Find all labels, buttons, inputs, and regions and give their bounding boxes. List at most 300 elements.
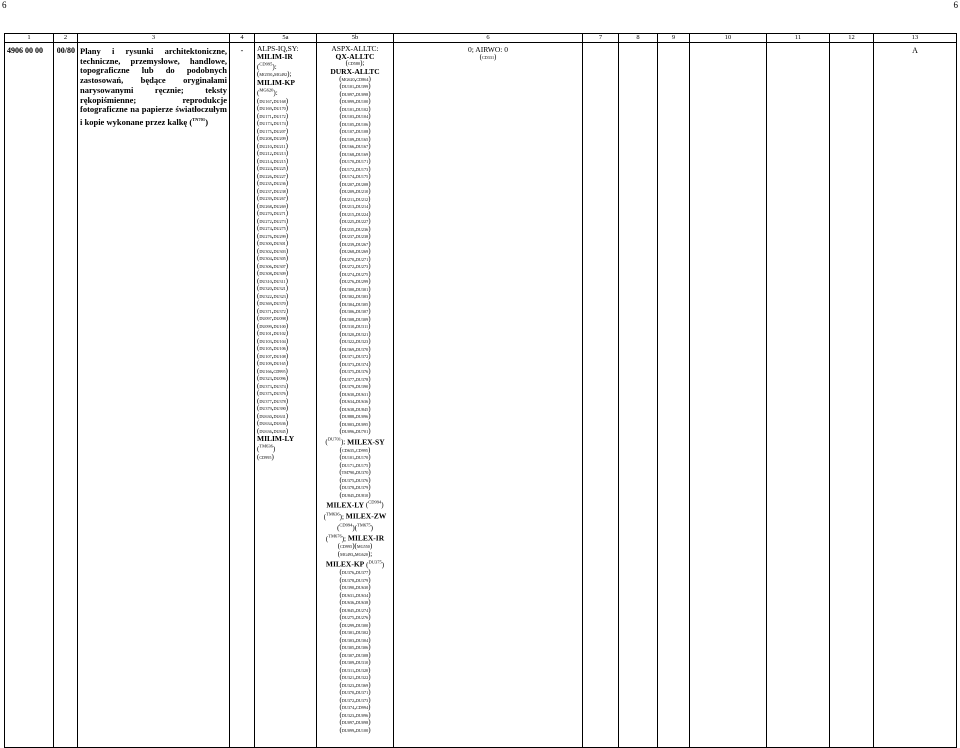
milex-zw-label: MILEX-ZW <box>345 511 387 521</box>
durx-code: DU305 <box>355 301 369 307</box>
durx-code: DU168 <box>341 151 355 157</box>
milex-sy-pair: (DU171,DU175) <box>339 460 371 469</box>
milim-kp-code: DU372 <box>273 308 286 314</box>
milim-ir-code-1: MG550 <box>259 72 273 78</box>
durx-pair: (DU638,DU845) <box>339 404 371 413</box>
durx-pair: (DU270,DU271) <box>339 254 371 263</box>
col-header-5a: 5a <box>255 34 317 43</box>
milim-kp-code: DU107 <box>259 353 272 359</box>
durx-code: DU636 <box>355 399 369 405</box>
durx-code: DU390 <box>355 384 369 390</box>
durx-code: DU107 <box>341 129 355 135</box>
milim-kp-code: DU236 <box>273 181 286 187</box>
milex-zw-ref-3: TM675 <box>357 522 371 528</box>
durx-code: DU208 <box>355 181 369 187</box>
milim-kp-code: DU373 <box>259 383 272 389</box>
milex-kp-code: DU301 <box>341 630 355 636</box>
durx-code: DU273 <box>355 264 369 270</box>
milex-kp-code: DU636 <box>341 600 355 606</box>
durx-code: DU169 <box>355 151 369 157</box>
col-header-10: 10 <box>690 34 767 43</box>
durx-code: DU003 <box>341 421 355 427</box>
durx-code: DU214 <box>355 204 369 210</box>
durx-pair: (DU103,DU104) <box>339 112 371 121</box>
milex-ir-label: MILEX-IR <box>347 533 385 543</box>
milex-kp-code: CD994 <box>355 705 369 711</box>
milim-kp-code: DU267 <box>273 196 286 202</box>
milim-kp-code: DU097 <box>259 316 272 322</box>
milim-kp-code: DU306 <box>259 263 272 269</box>
table-row <box>5 43 957 748</box>
milim-kp-pair: (DU175,DU207) <box>257 126 289 135</box>
durx-code: DU276 <box>341 279 355 285</box>
col9-cell <box>658 43 690 748</box>
milex-kp-code: DU096 <box>355 712 369 718</box>
milex-sy-code: DU175 <box>355 462 369 468</box>
milex-kp-pair: (DU323,DU096) <box>339 710 371 719</box>
milim-kp-code: DU268 <box>259 203 272 209</box>
milex-kp-pair: (DU323,DU369) <box>339 680 371 689</box>
durx-code: DU225 <box>341 219 355 225</box>
durx-code: DU237 <box>341 234 355 240</box>
milex-kp-code: DU322 <box>355 675 369 681</box>
milex-kp-code: DU302 <box>355 630 369 636</box>
durx-code: DU376 <box>355 369 369 375</box>
durx-pair: (DU320,DU321) <box>339 329 371 338</box>
milim-kp-code: DU303 <box>273 248 286 254</box>
durx-code: DU227 <box>355 219 369 225</box>
milex-kp-pair: (DU378,DU379) <box>339 575 371 584</box>
durx-code: DU211 <box>341 196 355 202</box>
milim-kp-pair: (DU226,DU227) <box>257 171 289 180</box>
milex-kp-pair: (DU390,DU630) <box>339 583 371 592</box>
durx-code: DU105 <box>341 121 355 127</box>
milex-sy-code: DU375 <box>341 477 355 483</box>
milim-kp-code: DU169 <box>259 106 272 112</box>
durx-code: DU302 <box>341 294 355 300</box>
milim-kp-code: DU100 <box>273 323 286 329</box>
milim-ir-codes: (MG550,MG492); <box>257 70 292 79</box>
milim-kp-code: DU323 <box>259 376 272 382</box>
description-ref: TN701 <box>192 116 206 122</box>
milim-kp-pair: (DU208,DU209) <box>257 134 289 143</box>
milim-kp-code: DU104 <box>273 338 286 344</box>
milex-ir-line: ($^{TM676}$); MILEX-IR <box>325 533 385 543</box>
milim-kp-code: DU370 <box>273 301 286 307</box>
durx-pair: (DU310,DU311) <box>339 322 371 331</box>
milim-kp-code: DU299 <box>273 233 286 239</box>
milim-kp-code-1: DU167 <box>259 98 272 104</box>
milim-kp-code: DU375 <box>259 391 272 397</box>
taric-subcode: 00/80 <box>54 43 78 748</box>
col-header-12: 12 <box>830 34 874 43</box>
durx-code: DU299 <box>355 279 369 285</box>
durx-code: DU374 <box>355 361 369 367</box>
milex-kp-pair: (DU376,DU377) <box>339 568 371 577</box>
durx-code: DU170 <box>341 159 355 165</box>
milex-sy-code: DU171 <box>341 462 355 468</box>
milex-kp-pair: (DU845,DU274) <box>339 605 371 614</box>
durx-pair: (DU272,DU273) <box>339 262 371 271</box>
durx-pair: (DU211,DU212) <box>339 194 371 203</box>
milex-kp-code: DU100 <box>355 727 369 733</box>
milim-kp-code: DU099 <box>259 323 272 329</box>
durx-code: DU888 <box>341 414 355 420</box>
milex-kp-code: DU630 <box>355 585 369 591</box>
durx-code: DU171 <box>355 159 369 165</box>
milim-kp-code: DU377 <box>259 398 272 404</box>
milim-kp-line: MILIM-KP ($^{MG620}$): <box>257 77 295 97</box>
durx-code: DU370 <box>355 346 369 352</box>
milim-kp-pair: (DU107,DU108) <box>257 351 289 360</box>
durx-code: DU631 <box>355 391 369 397</box>
durx-code: DU377 <box>341 376 355 382</box>
milex-sy-code: DU376 <box>355 477 369 483</box>
milex-ir-code-2: MG620 <box>354 551 368 557</box>
milim-kp-pair: (DU302,DU303) <box>257 246 289 255</box>
milex-ir-refs: (CD995)(MG550) <box>337 542 373 551</box>
durx-code: DU268 <box>341 249 355 255</box>
milim-kp-code: DU239 <box>259 196 272 202</box>
milex-kp-pair: (DU311,DU320) <box>339 665 371 674</box>
durx-code: DU309 <box>355 316 369 322</box>
col11-cell <box>767 43 830 748</box>
milim-ir-line: MILIM-IR ($^{CD995}$): <box>257 51 293 71</box>
durx-code: DU095 <box>355 421 369 427</box>
durx-pair: (DU174,DU175) <box>339 172 371 181</box>
milim-kp-pair: (DU276,DU299) <box>257 231 289 240</box>
durx-code: DU373 <box>341 361 355 367</box>
milex-kp-pair: (DU307,DU308) <box>339 650 371 659</box>
milim-kp-code: DU321 <box>273 286 286 292</box>
milim-kp-code: DU276 <box>259 233 272 239</box>
durx-pair: (DU101,DU399) <box>339 82 371 91</box>
milex-sy-line: ($^{DU701}$); MILEX-SY <box>325 436 385 446</box>
durx-pair: (DU634,DU636) <box>339 397 371 406</box>
description-cell <box>78 43 230 748</box>
milim-kp-code: DU227 <box>273 173 286 179</box>
durx-code: DU207 <box>341 181 355 187</box>
milex-sy-code: DU810 <box>355 492 369 498</box>
milim-kp-pair: (DU377,DU378) <box>257 396 289 405</box>
col5b-head: ASPX-ALLTC: <box>331 44 379 53</box>
durx-code: DU634 <box>341 399 355 405</box>
milim-kp-pair: (DU274,DU275) <box>257 224 289 233</box>
durx-pair: (DU096,DU701) <box>339 427 371 436</box>
milex-kp-code: DU376 <box>341 570 355 576</box>
durx-code: DU097 <box>341 91 355 97</box>
milex-sy-pair: (DU101,DU170) <box>339 453 371 462</box>
milex-sy-pair: (DU375,DU376) <box>339 475 371 484</box>
durx-code: DU304 <box>341 301 355 307</box>
milim-kp-pair: (DU379,DU390) <box>257 404 289 413</box>
durx-pair: (DU099,DU100) <box>339 97 371 106</box>
milex-kp-pair: (DU309,DU310) <box>339 658 371 667</box>
milim-kp-code: DU272 <box>259 218 272 224</box>
milim-kp-code: DU166 <box>259 368 272 374</box>
milex-sy-pair: (CD635,CD995) <box>339 445 371 454</box>
durx-pair: (DU107,DU108) <box>339 127 371 136</box>
milim-kp-code: DU311 <box>273 278 286 284</box>
milim-kp-pair: (DU173,DU174) <box>257 119 289 128</box>
milim-ly-label: MILIM-LY <box>257 434 295 444</box>
milim-kp-code: DU302 <box>259 248 272 254</box>
milim-kp-code: DU371 <box>259 308 272 314</box>
durx-code: DU300 <box>341 286 355 292</box>
milex-kp-code: DU323 <box>341 682 355 688</box>
milex-kp-pair: (DU631,DU634) <box>339 590 371 599</box>
milim-kp-code: DU379 <box>259 406 272 412</box>
header-row <box>5 34 957 43</box>
milex-kp-code: DU308 <box>355 652 369 658</box>
milim-kp-code: DU307 <box>273 263 286 269</box>
durx-code: DU310 <box>341 324 355 330</box>
durx-pair: (DU215,DU224) <box>339 209 371 218</box>
col5a-head: ALPS-IQ,SY: <box>257 44 299 53</box>
milim-kp-code: DU630 <box>259 413 272 419</box>
durx-code: DU101 <box>341 106 355 112</box>
milex-kp-pair: (DU301,DU302) <box>339 628 371 637</box>
milex-kp-code: DU299 <box>341 622 355 628</box>
durx-pair: (DU213,DU214) <box>339 202 371 211</box>
durx-code: DU209 <box>341 189 355 195</box>
page-number-right: 6 <box>953 0 958 10</box>
durx-code: DU303 <box>355 294 369 300</box>
durx-code: DU267 <box>355 241 369 247</box>
milex-sy-code: CD635 <box>342 447 355 453</box>
milex-ir-code-1: MG493 <box>340 551 354 557</box>
milim-kp-code: DU225 <box>273 166 286 172</box>
tariff-table <box>4 33 957 748</box>
durx-code: DU275 <box>355 271 369 277</box>
milim-kp-code: DU238 <box>273 188 286 194</box>
milim-kp-code: DU378 <box>273 398 286 404</box>
milim-kp-code: DU210 <box>259 143 272 149</box>
milim-kp-code: DU300 <box>259 241 272 247</box>
milex-kp-code: DU369 <box>355 682 369 688</box>
col10-cell <box>690 43 767 748</box>
durx-code: DU322 <box>341 339 355 345</box>
milim-kp-code: DU226 <box>259 173 272 179</box>
durx-pair: (DU377,DU378) <box>339 374 371 383</box>
durx-pair: (DU369,DU370) <box>339 344 371 353</box>
milim-kp-code: DU390 <box>273 406 286 412</box>
milex-kp-pair: (DU321,DU322) <box>339 673 371 682</box>
milim-kp-code: DU845 <box>273 428 286 434</box>
milim-kp-pair: (DU099,DU100) <box>257 321 289 330</box>
durx-code: DU323 <box>355 339 369 345</box>
durx-code: DU102 <box>355 106 369 112</box>
durx-code: DU173 <box>355 166 369 172</box>
durx-code: DU274 <box>341 271 355 277</box>
milim-kp-code: DU270 <box>259 211 272 217</box>
milim-kp-code: DU374 <box>273 383 286 389</box>
durx-code-1: MG620 <box>341 76 355 82</box>
milex-kp-code: DU377 <box>355 570 369 576</box>
durx-pair: (DU237,DU238) <box>339 232 371 241</box>
durx-pair: (DU302,DU303) <box>339 292 371 301</box>
milim-kp-pair: (DU310,DU311) <box>257 276 288 285</box>
milex-sy-label: MILEX-SY <box>347 436 385 446</box>
col13-value: A <box>874 43 957 748</box>
milim-kp-pair: (DU323,DU096) <box>257 374 289 383</box>
durx-code: DU167 <box>355 144 369 150</box>
milim-kp-pair: (DU636,DU845) <box>257 426 289 435</box>
durx-pair: (DU300,DU301) <box>339 284 371 293</box>
durx-code: DU235 <box>341 226 355 232</box>
durx-pair: (DU105,DU106) <box>339 119 371 128</box>
milim-kp-pair: (DU237,DU238) <box>257 186 289 195</box>
milex-zw-ref-2: CD994 <box>339 522 353 528</box>
milex-kp-pair: (DU305,DU306) <box>339 643 371 652</box>
durx-code: DU379 <box>341 384 355 390</box>
durx-pair: (DU207,DU208) <box>339 179 371 188</box>
milim-ly-code: (CD995) <box>257 452 274 461</box>
milim-kp-pair: (DU371,DU372) <box>257 306 289 315</box>
qx-label: QX-ALLTC <box>335 51 375 61</box>
durx-code: DU108 <box>355 129 369 135</box>
qx-line <box>319 53 391 61</box>
page-number-left: 6 <box>2 0 7 10</box>
milex-kp-pair: (DU099,DU100) <box>339 725 371 734</box>
durx-code: DU369 <box>341 346 355 352</box>
durx-code: DU106 <box>355 121 369 127</box>
milim-kp-code: DU102 <box>273 331 286 337</box>
milex-kp-code: DU300 <box>355 622 369 628</box>
milex-kp-code: DU631 <box>341 592 355 598</box>
milex-sy-code: DU170 <box>355 455 369 461</box>
durx-pair: (DU003,DU095) <box>339 419 371 428</box>
milex-sy-code-list <box>319 447 391 500</box>
milim-kp-code: DU209 <box>273 136 286 142</box>
milim-kp-code: DU213 <box>273 151 286 157</box>
milim-kp-code: DU173 <box>259 121 272 127</box>
milim-kp-code: DU273 <box>273 218 286 224</box>
col-header-6: 6 <box>394 34 583 43</box>
milim-kp-code: DU098 <box>273 316 286 322</box>
durx-code: DU096 <box>355 414 369 420</box>
milim-kp-code: DU211 <box>273 143 286 149</box>
milex-sy-pair: (TM790,DU370) <box>339 468 371 477</box>
milim-kp-pair: (DU235,DU236) <box>257 179 289 188</box>
durx-code: DU308 <box>341 316 355 322</box>
milim-ir-code-2: MG492 <box>274 72 288 78</box>
milim-kp-code: DU106 <box>273 346 286 352</box>
milex-sy-code: DU370 <box>355 470 369 476</box>
milim-kp-code: DU310 <box>259 278 272 284</box>
durx-pair: (DU235,DU236) <box>339 224 371 233</box>
milex-kp-pair: (DU372,DU373) <box>339 695 371 704</box>
milim-kp-code: DU208 <box>259 136 272 142</box>
durx-code: DU307 <box>355 309 369 315</box>
durx-code: DU098 <box>355 91 369 97</box>
durx-code: DU239 <box>341 241 355 247</box>
durx-pair: (DU268,DU269) <box>339 247 371 256</box>
durx-code: DU845 <box>355 406 369 412</box>
milim-kp-code: DU636 <box>259 428 272 434</box>
milex-ir-codes: (MG493,MG620); <box>337 549 373 558</box>
milex-ly-ref: CD994 <box>368 500 382 506</box>
durx-code: DU099 <box>341 99 355 105</box>
durx-code: DU210 <box>355 189 369 195</box>
milex-kp-code: DU097 <box>341 720 355 726</box>
durx-pair: (DU109,DU165) <box>339 134 371 143</box>
milex-ly-line: MILEX-LY ($^{CD994}$) <box>326 500 384 510</box>
durx-code: DU272 <box>341 264 355 270</box>
milex-zw-line: ($^{TM636}$); MILEX-ZW ($^{CD994}$)($^{TM675}$) <box>323 511 387 532</box>
milex-kp-code: DU306 <box>355 645 369 651</box>
qx-code: CD580 <box>347 61 361 67</box>
milim-kp-code: DU175 <box>259 128 272 134</box>
milex-kp-code: DU321 <box>341 675 355 681</box>
milim-kp-code: DU215 <box>273 158 286 164</box>
milex-kp-pair: (DU303,DU304) <box>339 635 371 644</box>
milim-kp-code-2: DU168 <box>273 98 286 104</box>
milim-kp-pair: (DU105,DU106) <box>257 344 289 353</box>
milex-kp-code: DU374 <box>341 705 355 711</box>
milim-kp-pair: (DU272,DU273) <box>257 216 289 225</box>
milim-kp-code: DU304 <box>259 256 272 262</box>
milim-kp-code: DU101 <box>259 331 272 337</box>
milim-ly-ref: TM636 <box>259 443 273 449</box>
durx-code: DU270 <box>341 256 355 262</box>
col-header-2: 2 <box>54 34 78 43</box>
durx-pair: (DU308,DU309) <box>339 314 371 323</box>
durx-code: DU100 <box>355 99 369 105</box>
durx-pair: (DU379,DU390) <box>339 382 371 391</box>
milex-kp-pair: (DU636,DU638) <box>339 598 371 607</box>
milim-kp-pair: (DU212,DU213) <box>257 149 289 158</box>
milex-sy-code: CD995 <box>355 447 368 453</box>
durx-pair: (DU371,DU372) <box>339 352 371 361</box>
airwo-ref: CD331 <box>481 55 495 60</box>
milim-kp-code: DU108 <box>273 353 286 359</box>
milex-kp-code: DU390 <box>341 585 355 591</box>
milim-kp-code: DU322 <box>259 293 272 299</box>
durx-pair: (DU101,DU102) <box>339 104 371 113</box>
milim-kp-pair: (DU304,DU305) <box>257 254 289 263</box>
milim-kp-code: DU271 <box>273 211 286 217</box>
milim-kp-pair: (DU169,DU170) <box>257 104 289 113</box>
milim-kp-code: DU212 <box>259 151 272 157</box>
durx-code: DU271 <box>355 256 369 262</box>
milex-kp-label: MILEX-KP <box>325 559 365 569</box>
milex-sy-lead: DU701 <box>327 436 341 442</box>
milex-kp-code: DU099 <box>341 727 355 733</box>
milim-kp-code: DU275 <box>273 226 286 232</box>
milex-kp-pair: (DU374,CD994) <box>339 703 371 712</box>
durx-code: DU215 <box>341 211 355 217</box>
milex-ir-ref-2: CD995 <box>340 544 353 550</box>
milim-kp-pair: (DU630,DU631) <box>257 411 289 420</box>
durx-code: DU172 <box>341 166 355 172</box>
milex-ir-ref-3: MG550 <box>356 544 370 550</box>
milim-kp-code: DU305 <box>273 256 286 262</box>
milex-kp-code: DU379 <box>355 577 369 583</box>
durx-code: DU638 <box>341 406 355 412</box>
milim-kp-pair: (DU214,DU215) <box>257 156 289 165</box>
milex-sy-code: TM790 <box>341 470 355 476</box>
durx-pair: (DU225,DU227) <box>339 217 371 226</box>
col5a-code-list <box>257 105 314 435</box>
durx-pair: (DU172,DU173) <box>339 164 371 173</box>
cn-code: 4906 00 00 <box>5 43 54 748</box>
milim-kp-pair: (DU320,DU321) <box>257 284 289 293</box>
milim-kp-pair: (DU373,DU374) <box>257 381 289 390</box>
milex-kp-code: DU275 <box>341 615 355 621</box>
milim-kp-label: MILIM-KP <box>257 77 295 87</box>
durx-code: DU165 <box>355 136 369 142</box>
